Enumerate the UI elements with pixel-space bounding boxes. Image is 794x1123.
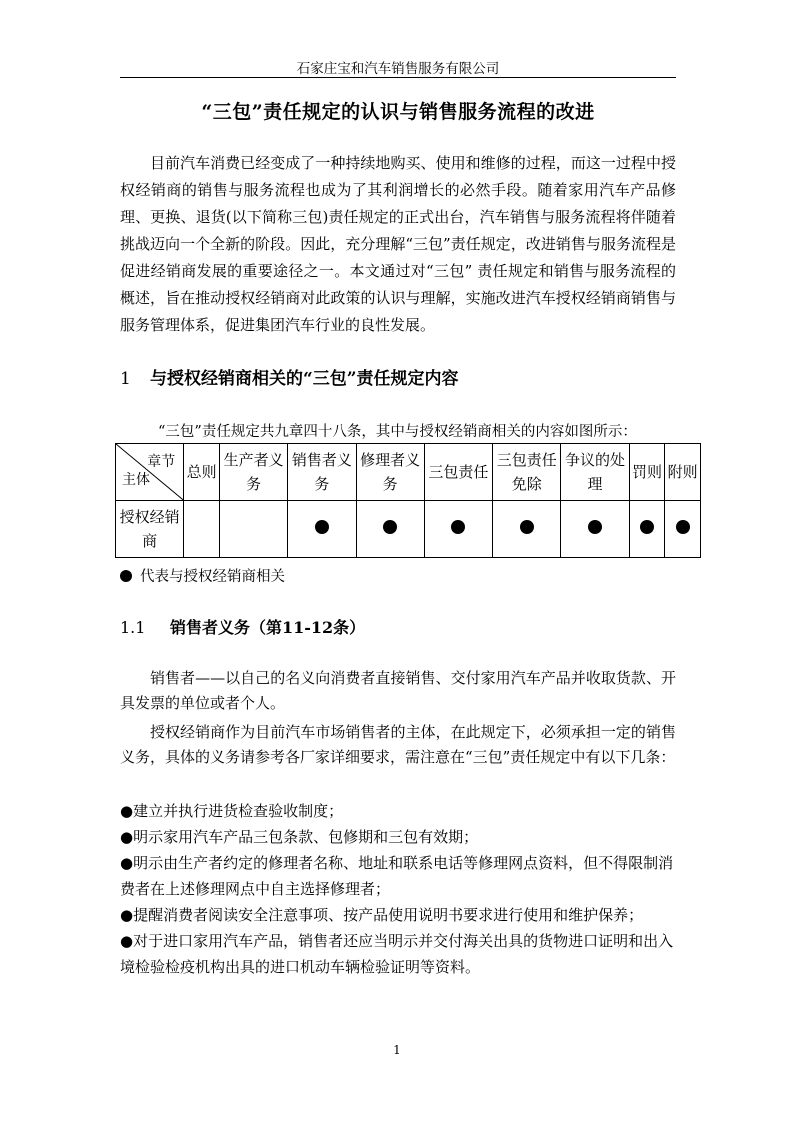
legend-text: 代表与授权经销商相关: [140, 569, 285, 585]
mark-cell: [424, 501, 492, 558]
section-number: 1: [120, 369, 131, 389]
column-header: 三包责任免除: [493, 444, 561, 501]
column-header: 修理者义务: [356, 444, 424, 501]
section-title: 与授权经销商相关的“三包”责任规定内容: [150, 369, 459, 389]
mark-cell: [184, 501, 220, 558]
table-legend: [120, 565, 285, 586]
page-number: 1: [393, 1043, 401, 1057]
duty-list: [120, 798, 676, 980]
section-title: 销售者义务（第11-12条）: [170, 618, 366, 637]
relevance-dot-icon: [383, 520, 397, 534]
list-item: ●提醒消费者阅读安全注意事项、按产品使用说明书要求进行使用和维护保养；: [120, 906, 644, 924]
mark-cell: [219, 501, 287, 558]
table-caption: “三包”责任规定共九章四十八条，其中与授权经销商相关的内容如图所示：: [158, 424, 637, 440]
mark-cell: [561, 501, 629, 558]
table-header-row: [116, 444, 701, 501]
mark-cell: [493, 501, 561, 558]
relevance-dot-icon: [588, 520, 602, 534]
list-item: ●建立并执行进货检查验收制度；: [120, 802, 344, 820]
column-header: 总则: [184, 444, 220, 501]
bullet-dot-icon: [120, 570, 132, 582]
corner-bottom-label: 主体: [122, 472, 150, 488]
column-header: 生产者义务: [219, 444, 287, 501]
mark-cell: [665, 501, 701, 558]
intro-paragraph: 目前汽车消费已经变成了一种持续地购买、使用和维修的过程，而这一过程中授权经销商的销售与服务流程也成为了其利润增长的必然手段。随着家用汽车产品修理、更换、退货(以下简称三包)责任规定的正式出台，汽车销售与服务流程将伴随着挑战迈向一个全新的阶段。因此，充分理解“三包”责任规定，改进销售与服务流程是促进经销商发展的重要途径之一。本文通过对“三包” 责任规定和销售与服务流程的概述，旨在推动授权经销商对此政策的认识与理解，实施改进汽车授权经销商销售与服务管理体系，促进集团汽车行业的良性发展。: [120, 154, 676, 334]
mark-cell: [356, 501, 424, 558]
column-header: 销售者义务: [288, 444, 356, 501]
list-item: ●对于进口家用汽车产品，销售者还应当明示并交付海关出具的货物进口证明和出入境检验检疫机构出具的进口机动车辆检验证明等资料。: [120, 932, 674, 976]
corner-cell: [116, 444, 184, 501]
section-number: 1.1: [120, 618, 146, 637]
definition-paragraph: 销售者——以自己的名义向消费者直接销售、交付家用汽车产品并收取货款、开具发票的单位或者个人。: [120, 669, 676, 712]
relevance-dot-icon: [451, 520, 465, 534]
page-header: 石家庄宝和汽车销售服务有限公司: [296, 61, 500, 77]
column-header: 罚则: [629, 444, 665, 501]
relevance-dot-icon: [640, 520, 654, 534]
column-header: 附则: [665, 444, 701, 501]
section-1-heading: [120, 364, 459, 389]
list-item: ●明示家用汽车产品三包条款、包修期和三包有效期；: [120, 828, 479, 846]
relevance-dot-icon: [520, 520, 534, 534]
table-data-row: [116, 501, 701, 558]
row-label: 授权经销商: [116, 501, 184, 558]
header-rule: [120, 77, 676, 78]
duty-paragraph: 授权经销商作为目前汽车市场销售者的主体，在此规定下，必须承担一定的销售义务，具体的义务请参考各厂家详细要求，需注意在“三包”责任规定中有以下几条：: [120, 723, 676, 766]
relevance-dot-icon: [315, 520, 329, 534]
column-header: 争议的处理: [561, 444, 629, 501]
mark-cell: [629, 501, 665, 558]
responsibility-table: [115, 443, 701, 558]
corner-top-label: 章节: [147, 454, 176, 470]
relevance-dot-icon: [676, 520, 690, 534]
document-title: “三包”责任规定的认识与销售服务流程的改进: [201, 101, 595, 123]
list-item: ●明示由生产者约定的修理者名称、地址和联系电话等修理网点资料，但不得限制消费者在上述修理网点中自主选择修理者；: [120, 854, 674, 898]
section-1-1-heading: [120, 615, 365, 638]
mark-cell: [288, 501, 356, 558]
column-header: 三包责任: [424, 444, 492, 501]
